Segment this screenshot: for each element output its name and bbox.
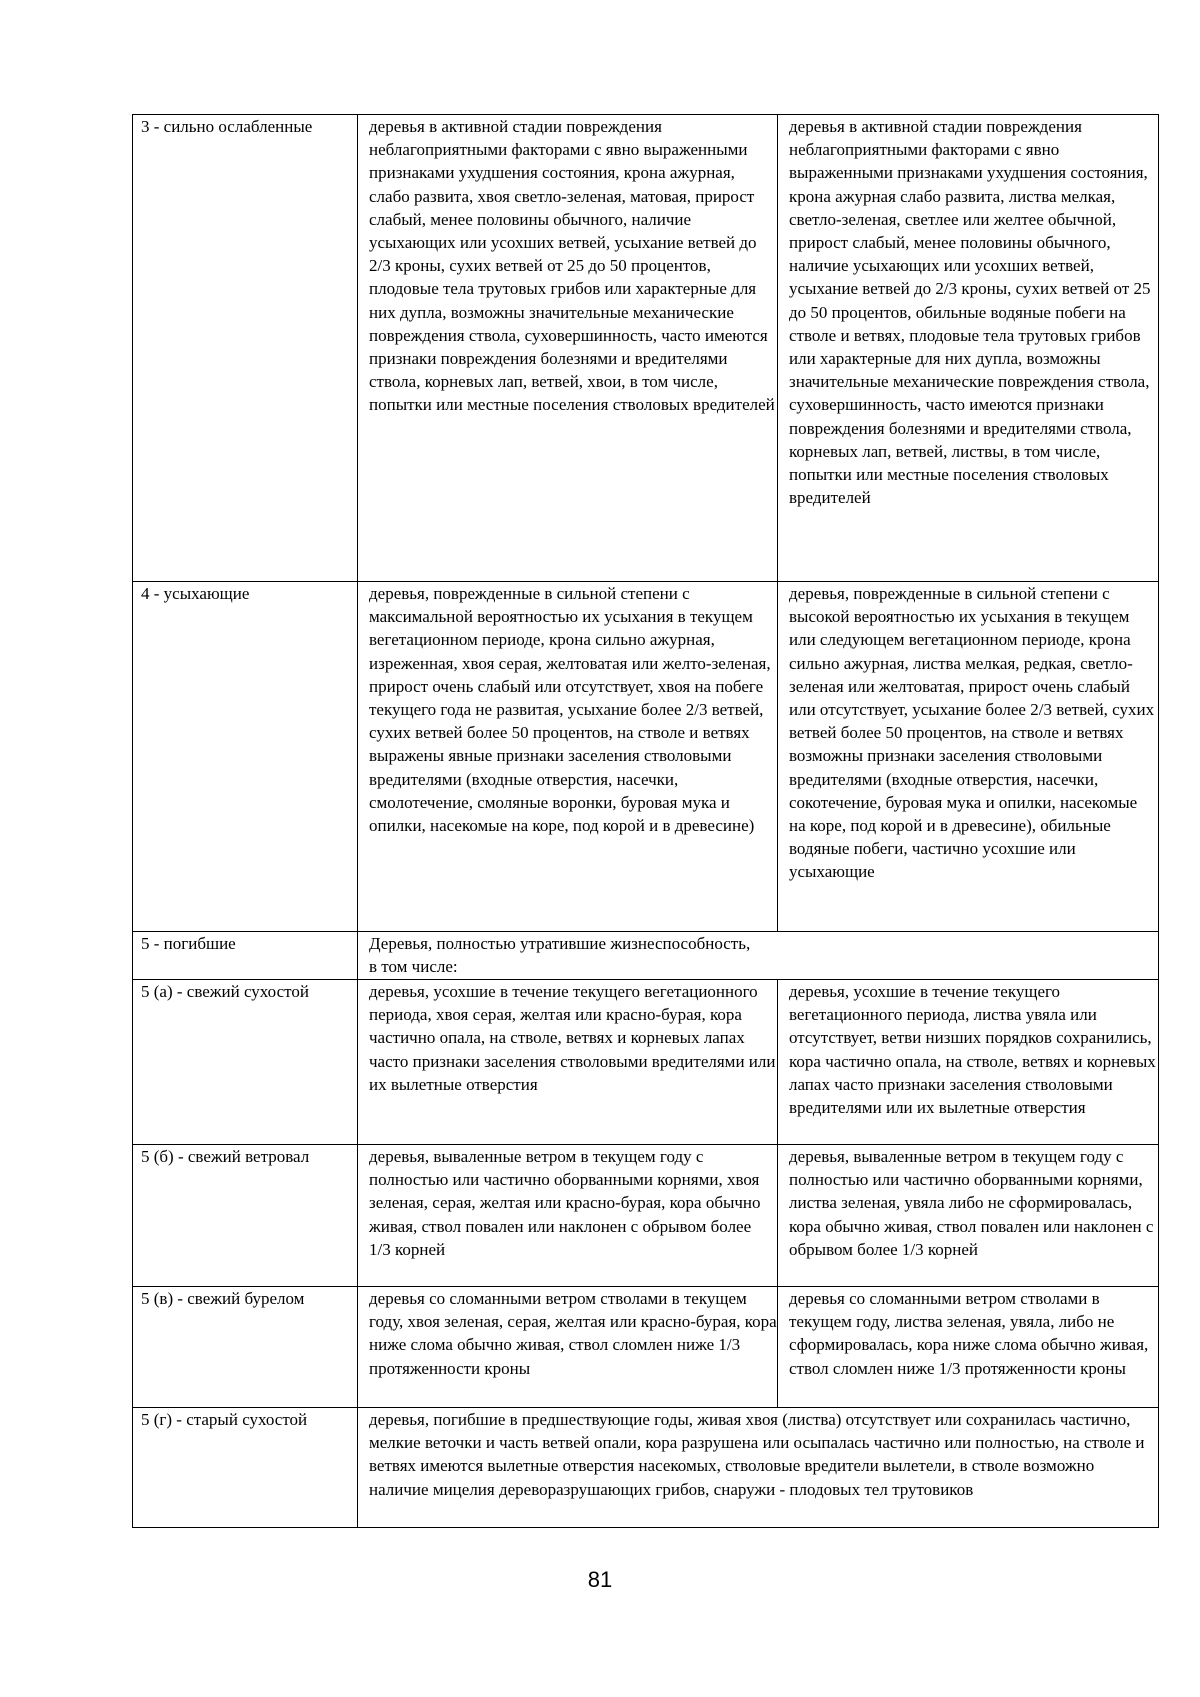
merged-description-cell bbox=[358, 932, 1159, 980]
conifer-description-cell bbox=[358, 980, 778, 1145]
category-cell bbox=[133, 1287, 358, 1408]
table-row bbox=[133, 1287, 1159, 1408]
category-text: 5 (а) - свежий сухостой bbox=[141, 982, 309, 1001]
conifer-description-text: деревья, усохшие в течение текущего вегетационного периода, хвоя серая, желтая или красно-бурая, кора частично опала, на стволе, ветвях и корневых лапах часто признаки заселения стволовыми вредителями или их вылетные отверстия bbox=[369, 982, 776, 1094]
merged-description-cell bbox=[358, 1408, 1159, 1528]
deciduous-description-cell bbox=[778, 1287, 1159, 1408]
deciduous-description-cell bbox=[778, 115, 1159, 582]
merged-description-text: деревья, погибшие в предшествующие годы, живая хвоя (листва) отсутствует или сохранилась частично, мелкие веточки и часть ветвей опали, кора разрушена или осыпалась частично или полностью, на стволе и ветвях имеются вылетные отверстия насекомых, стволовые вредители вылетели, в стволе возможно наличие мицелия дереворазрушающих грибов, снаружи - плодовых тел трутовиков bbox=[369, 1410, 1145, 1499]
table-row bbox=[133, 582, 1159, 932]
deciduous-description-text: деревья в активной стадии повреждения неблагоприятными факторами с явно выраженными признаками ухудшения состояния, крона ажурная слабо развита, листва мелкая, светло-зеленая, светлее или желтее обычной, прирост слабый, менее половины обычного, наличие усыхающих или усохших ветвей, усыхание ветвей до 2/3 кроны, сухих ветвей от 25 до 50 процентов, обильные водяные побеги на стволе и ветвях, плодовые тела трутовых грибов или характерные для них дупла, возможны значительные механические повреждения ствола, суховершинность, часто имеются признаки повреждения болезнями и вредителями ствола, корневых лап, ветвей, листвы, в том числе, попытки или местные поселения стволовых вредителей bbox=[789, 117, 1151, 508]
table-row bbox=[133, 980, 1159, 1145]
conifer-description-text: деревья со сломанными ветром стволами в текущем году, хвоя зеленая, серая, желтая или красно-бурая, кора ниже слома обычно живая, ствол сломлен ниже 1/3 протяженности кроны bbox=[369, 1289, 777, 1378]
conifer-description-text: деревья, вываленные ветром в текущем году с полностью или частично оборванными корнями, хвоя зеленая, серая, желтая или красно-бурая, кора обычно живая, ствол повален или наклонен с обрывом более 1/3 корней bbox=[369, 1147, 761, 1259]
category-cell bbox=[133, 1145, 358, 1287]
deciduous-description-cell bbox=[778, 1145, 1159, 1287]
condition-category-table bbox=[132, 114, 1159, 1528]
category-cell bbox=[133, 115, 358, 582]
table-row bbox=[133, 932, 1159, 980]
category-cell bbox=[133, 932, 358, 980]
deciduous-description-text: деревья, вываленные ветром в текущем году с полностью или частично оборванными корнями, листва зеленая, увяла либо не сформировалась, кора обычно живая, ствол повален или наклонен с обрывом более 1/3 корней bbox=[789, 1147, 1154, 1259]
category-text: 5 - погибшие bbox=[141, 934, 236, 953]
category-text: 4 - усыхающие bbox=[141, 584, 250, 603]
category-text: 5 (в) - свежий бурелом bbox=[141, 1289, 305, 1308]
deciduous-description-cell bbox=[778, 980, 1159, 1145]
category-cell bbox=[133, 582, 358, 932]
merged-description-text: Деревья, полностью утратившие жизнеспособность, в том числе: bbox=[369, 934, 751, 977]
conifer-description-text: деревья, поврежденные в сильной степени с максимальной вероятностью их усыхания в текущем вегетационном периоде, крона сильно ажурная, изреженная, хвоя серая, желтоватая или желто-зеленая, прирост очень слабый или отсутствует, хвоя на побеге текущего года не развитая, усыхание более 2/3 ветвей, сухих ветвей более 50 процентов, на стволе и ветвях выражены явные признаки заселения стволовыми вредителями (входные отверстия, насечки, смолотечение, смоляные воронки, буровая мука и опилки, насекомые на коре, под корой и в древесине) bbox=[369, 584, 771, 836]
conifer-description-cell bbox=[358, 115, 778, 582]
category-text: 5 (г) - старый сухостой bbox=[141, 1410, 308, 1429]
page-number: 81 bbox=[587, 1567, 613, 1592]
table-row bbox=[133, 1408, 1159, 1528]
deciduous-description-text: деревья, усохшие в течение текущего вегетационного периода, листва увяла или отсутствует, ветви низших порядков сохранились, кора частично опала, на стволе, ветвях и корневых лапах часто признаки заселения стволовыми вредителями или их вылетные отверстия bbox=[789, 982, 1156, 1118]
category-text: 5 (б) - свежий ветровал bbox=[141, 1147, 310, 1166]
deciduous-description-text: деревья со сломанными ветром стволами в текущем году, листва зеленая, увяла, либо не сформировалась, кора ниже слома обычно живая, ствол сломлен ниже 1/3 протяженности кроны bbox=[789, 1289, 1149, 1378]
conifer-description-cell bbox=[358, 582, 778, 932]
category-cell bbox=[133, 1408, 358, 1528]
table-row bbox=[133, 1145, 1159, 1287]
conifer-description-text: деревья в активной стадии повреждения неблагоприятными факторами с явно выраженными признаками ухудшения состояния, крона ажурная, слабо развита, хвоя светло-зеленая, матовая, прирост слабый, менее половины обычного, наличие усыхающих или усохших ветвей, усыхание ветвей до 2/3 кроны, сухих ветвей от 25 до 50 процентов, плодовые тела трутовых грибов или характерные для них дупла, возможны значительные механические повреждения ствола, суховершинность, часто имеются признаки повреждения болезнями и вредителями ствола, корневых лап, ветвей, хвои, в том числе, попытки или местные поселения стволовых вредителей bbox=[369, 117, 775, 415]
deciduous-description-cell bbox=[778, 582, 1159, 932]
category-text: 3 - сильно ослабленные bbox=[141, 117, 313, 136]
deciduous-description-text: деревья, поврежденные в сильной степени с высокой вероятностью их усыхания в текущем или следующем вегетационном периоде, крона сильно ажурная, листва мелкая, редкая, светло-зеленая или желтоватая, прирост очень слабый или отсутствует, усыхание более 2/3 ветвей, сухих ветвей более 50 процентов, на стволе и ветвях возможны признаки заселения стволовыми вредителями (входные отверстия, насечки, сокотечение, буровая мука и опилки, насекомые на коре, под корой и в древесине), обильные водяные побеги, частично усохшие или усыхающие bbox=[789, 584, 1155, 882]
category-cell bbox=[133, 980, 358, 1145]
conifer-description-cell bbox=[358, 1145, 778, 1287]
table-row bbox=[133, 115, 1159, 582]
conifer-description-cell bbox=[358, 1287, 778, 1408]
